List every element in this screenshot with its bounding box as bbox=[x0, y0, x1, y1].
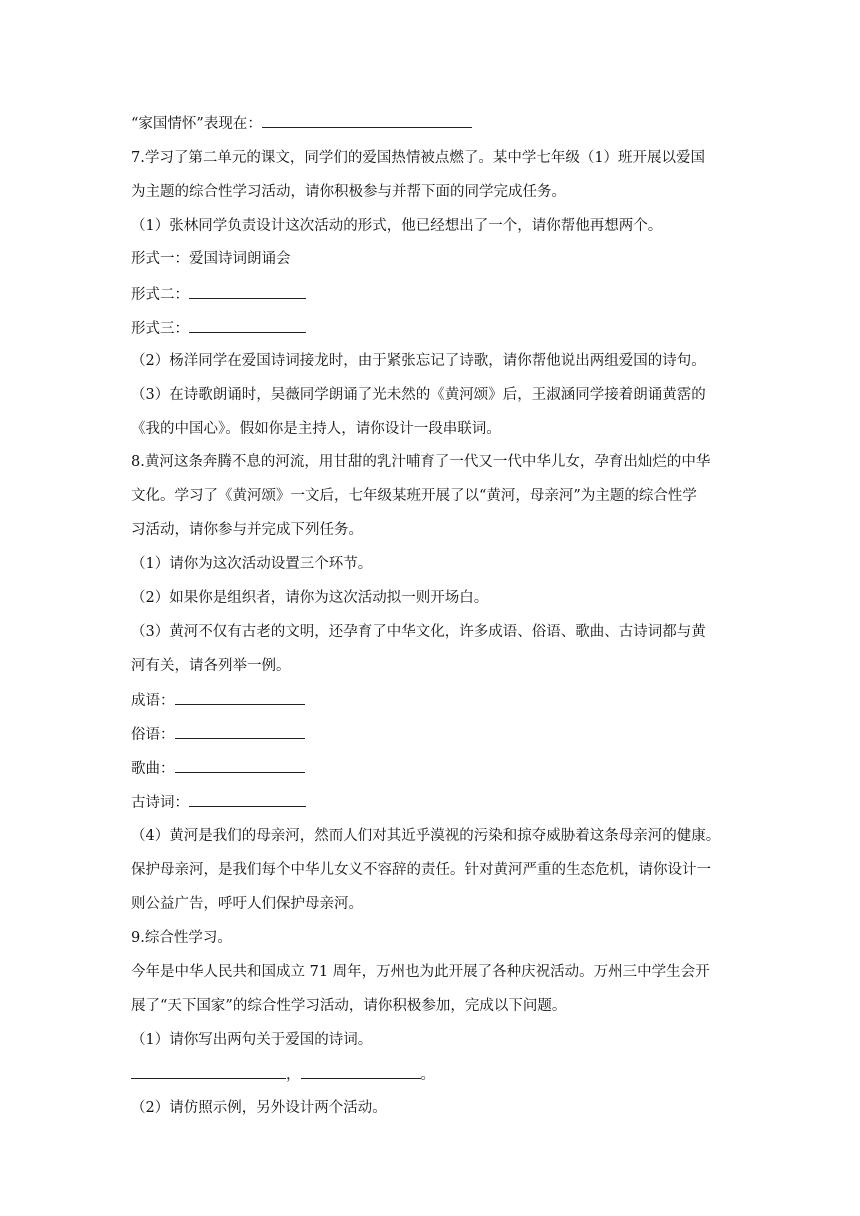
text-line: （3）在诗歌朗诵时，吴薇同学朗诵了光未然的《黄河颂》后，王淑涵同学接着朗诵黄霑的 bbox=[131, 387, 706, 403]
text-line: “家国情怀”表现在： bbox=[131, 113, 734, 134]
text-line: 成语： bbox=[131, 690, 734, 711]
text-line: （2）杨洋同学在爱国诗词接龙时，由于紧张忘记了诗歌，请你帮他说出两组爱国的诗句。 bbox=[131, 353, 706, 369]
text-line: 形式一：爱国诗词朗诵会 bbox=[131, 251, 291, 267]
text-line: （1）张林同学负责设计这次活动的形式，他已经想出了一个，请你帮他再想两个。 bbox=[131, 218, 663, 234]
text-line: （1）请你为这次活动设置三个环节。 bbox=[131, 556, 373, 572]
text-line: 河有关，请各列举一例。 bbox=[131, 658, 291, 674]
text-line: （4）黄河是我们的母亲河，然而人们对其近乎漠视的污染和掠夺威胁着这条母亲河的健康。 bbox=[131, 828, 721, 844]
answer-blank[interactable] bbox=[175, 758, 305, 773]
text-line: 习活动，请你参与并完成下列任务。 bbox=[131, 522, 363, 538]
text-line: （2）如果你是组织者，请你为这次活动拟一则开场白。 bbox=[131, 590, 489, 606]
text-line: 为主题的综合性学习活动，请你积极参与并帮下面的同学完成任务。 bbox=[131, 184, 566, 200]
text-line: （3）黄河不仅有古老的文明，还孕育了中华文化，许多成语、俗语、歌曲、古诗词都与黄 bbox=[131, 624, 706, 640]
text-line: 形式三： bbox=[131, 318, 734, 339]
question-8-line: 8.黄河这条奔腾不息的河流，用甘甜的乳汁哺育了一代又一代中华儿女，孕育出灿烂的中华 bbox=[131, 454, 711, 470]
answer-blank[interactable] bbox=[301, 1064, 421, 1079]
text-line: 俗语： bbox=[131, 724, 734, 745]
answer-blank[interactable] bbox=[189, 318, 306, 333]
text-line: 文化。学习了《黄河颂》一文后，七年级某班开展了以“黄河，母亲河”为主题的综合性学 bbox=[131, 488, 697, 504]
answer-blank[interactable] bbox=[175, 690, 305, 705]
text-line: （2）请仿照示例，另外设计两个活动。 bbox=[131, 1100, 387, 1116]
text-line: 则公益广告，呼吁人们保护母亲河。 bbox=[131, 896, 363, 912]
answer-blank[interactable] bbox=[189, 284, 306, 299]
text-line: 展了“天下国家”的综合性学习活动，请你积极参加，完成以下问题。 bbox=[131, 998, 567, 1014]
question-9-line: 9.综合性学习。 bbox=[131, 930, 232, 946]
text-line: 形式二： bbox=[131, 284, 734, 305]
answer-blank[interactable] bbox=[175, 724, 305, 739]
question-7-line: 7.学习了第二单元的课文，同学们的爱国热情被点燃了。某中学七年级（1）班开展以爱国 bbox=[131, 150, 706, 166]
text-line: 《我的中国心》。假如你是主持人，请你设计一段串联词。 bbox=[131, 421, 501, 437]
answer-blank[interactable] bbox=[262, 113, 472, 128]
text-line: 古诗词： bbox=[131, 792, 734, 813]
text-line: 保护母亲河，是我们每个中华儿女义不容辞的责任。针对黄河严重的生态危机，请你设计一 bbox=[131, 862, 711, 878]
text-line: ， 。 bbox=[131, 1064, 734, 1085]
answer-blank[interactable] bbox=[131, 1064, 286, 1079]
text-line: 今年是中华人民共和国成立 71 周年，万州也为此开展了各种庆祝活动。万州三中学生会开 bbox=[131, 964, 710, 980]
answer-blank[interactable] bbox=[189, 792, 306, 807]
text-line: （1）请你写出两句关于爱国的诗词。 bbox=[131, 1032, 373, 1048]
text-line: 歌曲： bbox=[131, 758, 734, 779]
